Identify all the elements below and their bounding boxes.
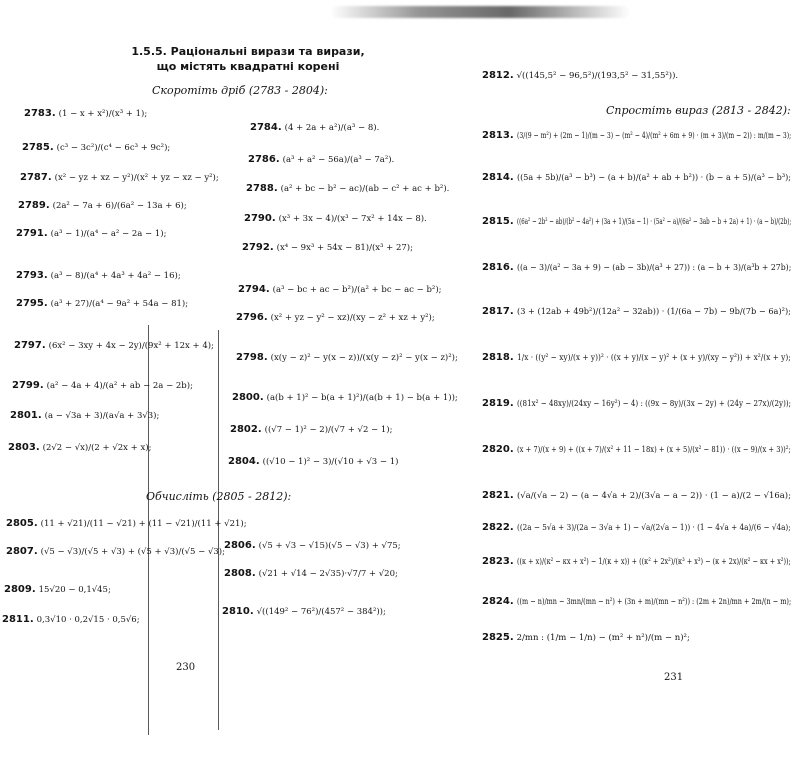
scan-artifact	[330, 6, 630, 18]
exercise-number: 2813.	[482, 130, 514, 141]
exercise-expression: (√5 + √3 − √15)(√5 − √3) + √75;	[258, 540, 401, 551]
exercise-2813	[482, 130, 791, 141]
exercise-number: 2786.	[248, 154, 280, 165]
exercise-2792	[242, 242, 413, 253]
exercise-2824	[482, 596, 791, 607]
exercise-2787	[20, 172, 219, 183]
exercise-expression: (4 + 2a + a²)/(a³ − 8).	[284, 122, 380, 133]
exercise-number: 2805.	[6, 518, 38, 529]
exercise-number: 2804.	[228, 456, 260, 467]
task-simplify-expression: Спростіть вираз (2813 - 2842):	[606, 104, 791, 117]
exercise-expression: (√a/(√a − 2) − (a − 4√a + 2)/(3√a − a − 2)) · (1 − a)/(2 − √16a);	[516, 490, 791, 501]
exercise-2786	[248, 154, 394, 165]
exercise-number: 2814.	[482, 172, 514, 183]
exercise-number: 2795.	[16, 298, 48, 309]
exercise-2784	[250, 122, 379, 133]
exercise-number: 2818.	[482, 352, 514, 363]
exercise-number: 2810.	[222, 606, 254, 617]
exercise-2797	[14, 340, 214, 351]
task-compute: Обчисліть (2805 - 2812):	[146, 490, 292, 503]
exercise-expression: √((149² − 76²)/(457² − 384²));	[256, 606, 386, 617]
exercise-2823	[482, 556, 791, 567]
exercise-2803	[8, 442, 151, 453]
task-simplify-fraction: Скоротіть дріб (2783 - 2804):	[152, 84, 328, 97]
exercise-number: 2824.	[482, 596, 514, 607]
exercise-expression: ((6a² − 2b² − ab)/(b² − 4a²) + (3a + 1)/(5a − 1) · (5a² − a)/(6a² − 3ab − b + 2a) + 1) · (a − b)/(2b);	[516, 216, 791, 227]
exercise-expression: (x² + yz − y² − xz)/(xy − z² + xz + y²);	[270, 312, 435, 323]
exercise-2820	[482, 444, 791, 455]
exercise-2806	[224, 540, 401, 551]
exercise-2816	[482, 262, 791, 273]
exercise-number: 2792.	[242, 242, 274, 253]
exercise-expression: (a² + bc − b² − ac)/(ab − c² + ac + b²).	[280, 183, 450, 194]
exercise-2825	[482, 632, 690, 643]
exercise-number: 2819.	[482, 398, 514, 409]
exercise-expression: ((2a − 5√a + 3)/(2a − 3√a + 1) − √a/(2√a − 1)) · (1 − 4√a + 4a)/(6 − √4a);	[516, 522, 791, 533]
exercise-number: 2807.	[6, 546, 38, 557]
exercise-expression: (a³ − 8)/(a⁴ + 4a³ + 4a² − 16);	[50, 270, 181, 281]
exercise-expression: ((κ + x)/(κ² − κx + x²) − 1/(κ + x)) + ((κ² + 2x²)/(κ³ + x³) − (κ + 2x)/(κ² − κx + x²));	[516, 556, 791, 567]
exercise-2809	[4, 584, 111, 595]
exercise-expression: ((a − 3)/(a² − 3a + 9) − (ab − 3b)/(a³ + 27)) : (a − b + 3)/(a³b + 27b);	[516, 262, 791, 273]
exercise-number: 2801.	[10, 410, 42, 421]
exercise-2817	[482, 306, 791, 317]
exercise-number: 2799.	[12, 380, 44, 391]
exercise-number: 2823.	[482, 556, 514, 567]
exercise-2802	[230, 424, 392, 435]
exercise-number: 2787.	[20, 172, 52, 183]
exercise-2794	[238, 284, 442, 295]
exercise-number: 2798.	[236, 352, 268, 363]
exercise-expression: ((m − n)/mn − 3mn/(mn − n²) + (3n + m)/(mn − n²)) : (2m + 2n)/mn + 2m/(n − m);	[516, 596, 791, 607]
exercise-number: 2796.	[236, 312, 268, 323]
exercise-number: 2788.	[246, 183, 278, 194]
exercise-expression: (x² − yz + xz − y²)/(x² + yz − xz − y²);	[54, 172, 219, 183]
exercise-2821	[482, 490, 791, 501]
fold-line-center	[218, 330, 219, 730]
exercise-expression: (2√2 − √x)/(2 + √2x + x);	[42, 442, 152, 453]
exercise-expression: (a³ + a² − 56a)/(a³ − 7a²).	[282, 154, 395, 165]
exercise-expression: (√5 − √3)/(√5 + √3) + (√5 + √3)/(√5 − √3);	[40, 546, 225, 557]
exercise-2798	[236, 352, 458, 363]
exercise-expression: ((√7 − 1)² − 2)/(√7 + √2 − 1);	[264, 424, 393, 435]
exercise-expression: (a − √3a + 3)/(a√a + 3√3);	[44, 410, 160, 421]
page-number-right: 231	[664, 672, 684, 683]
exercise-number: 2797.	[14, 340, 46, 351]
exercise-2822	[482, 522, 791, 533]
exercise-2789	[18, 200, 187, 211]
exercise-number: 2800.	[232, 392, 264, 403]
exercise-number: 2817.	[482, 306, 514, 317]
exercise-expression: 0,3√10 · 0,2√15 · 0,5√6;	[36, 614, 140, 625]
exercise-expression: (c³ − 3c²)/(c⁴ − 6c³ + 9c²);	[56, 142, 171, 153]
exercise-number: 2811.	[2, 614, 34, 625]
exercise-2795	[16, 298, 188, 309]
exercise-expression: (6x² − 3xy + 4x − 2y)/(9x² + 12x + 4);	[48, 340, 214, 351]
exercise-2793	[16, 270, 181, 281]
exercise-expression: (2a² − 7a + 6)/(6a² − 13a + 6);	[52, 200, 187, 211]
exercise-2788	[246, 183, 449, 194]
exercise-expression: (1 − x + x²)/(x³ + 1);	[58, 108, 148, 119]
exercise-number: 2790.	[244, 213, 276, 224]
exercise-expression: (x⁴ − 9x³ + 54x − 81)/(x³ + 27);	[276, 242, 413, 253]
exercise-number: 2803.	[8, 442, 40, 453]
exercise-number: 2784.	[250, 122, 282, 133]
exercise-2807	[6, 546, 225, 557]
exercise-2785	[22, 142, 170, 153]
exercise-number: 2825.	[482, 632, 514, 643]
exercise-2808	[224, 568, 398, 579]
exercise-number: 2789.	[18, 200, 50, 211]
exercise-expression: 15√20 − 0,1√45;	[38, 584, 111, 595]
exercise-expression: 2/mn : (1/m − 1/n) − (m² + n²)/(m − n)²;	[516, 632, 690, 643]
exercise-number: 2821.	[482, 490, 514, 501]
exercise-number: 2815.	[482, 216, 514, 227]
exercise-2819	[482, 398, 791, 409]
exercise-number: 2820.	[482, 444, 514, 455]
exercise-2805	[6, 518, 247, 529]
page-number-left: 230	[176, 662, 196, 673]
exercise-number: 2793.	[16, 270, 48, 281]
exercise-expression: (a² − 4a + 4)/(a² + ab − 2a − 2b);	[46, 380, 193, 391]
exercise-expression: (3 + (12ab + 49b²)/(12a² − 32ab)) · (1/(6a − 7b) − 9b/(7b − 6a)²);	[516, 306, 791, 317]
exercise-number: 2812.	[482, 70, 514, 81]
exercise-expression: ((81x² − 48xy)/(24xy − 16y²) − 4) : ((9x − 8y)/(3x − 2y) + (24y − 27x)/(2y));	[516, 398, 791, 409]
exercise-number: 2806.	[224, 540, 256, 551]
exercise-2812	[482, 70, 678, 81]
exercise-expression: (a³ + 27)/(a⁴ − 9a² + 54a − 81);	[50, 298, 189, 309]
exercise-number: 2809.	[4, 584, 36, 595]
section-heading	[128, 44, 368, 74]
exercise-2811	[2, 614, 140, 625]
exercise-expression: (a(b + 1)² − b(a + 1)²)/(a(b + 1) − b(a + 1));	[266, 392, 458, 403]
exercise-number: 2791.	[16, 228, 48, 239]
exercise-2804	[228, 456, 398, 467]
section-heading-line1: 1.5.5. Раціональні вирази та вирази,	[131, 45, 365, 58]
exercise-expression: (3/(9 − m²) + (2m − 1)/(m − 3) − (m² − 4)/(m² + 6m + 9) · (m + 3)/(m − 2)) : m/(m − 3);	[516, 130, 791, 141]
exercise-expression: (a³ − bc + ac − b²)/(a² + bc − ac − b²);	[272, 284, 442, 295]
exercise-number: 2808.	[224, 568, 256, 579]
exercise-2790	[244, 213, 427, 224]
exercise-2815	[482, 216, 791, 227]
exercise-2818	[482, 352, 791, 363]
exercise-number: 2802.	[230, 424, 262, 435]
exercise-expression: 1/x · ((y² − xy)/(x + y))² · ((x + y)/(x − y)² + (x + y)/(xy − y²)) + x²/(x + y);	[516, 352, 791, 363]
exercise-2800	[232, 392, 458, 403]
exercise-2801	[10, 410, 159, 421]
exercise-2783	[24, 108, 147, 119]
exercise-2799	[12, 380, 193, 391]
exercise-expression: (11 + √21)/(11 − √21) + (11 − √21)/(11 + √21);	[40, 518, 247, 529]
section-heading-line2: що містять квадратні корені	[156, 60, 340, 73]
exercise-expression: (a³ − 1)/(a⁴ − a² − 2a − 1);	[50, 228, 167, 239]
exercise-2796	[236, 312, 435, 323]
exercise-expression: (x(y − z)² − y(x − z))/(x(y − z)² − y(x − z)²);	[270, 352, 458, 363]
exercise-number: 2785.	[22, 142, 54, 153]
exercise-number: 2794.	[238, 284, 270, 295]
exercise-expression: √((145,5² − 96,5²)/(193,5² − 31,55²)).	[516, 70, 679, 81]
exercise-2791	[16, 228, 166, 239]
exercise-number: 2783.	[24, 108, 56, 119]
exercise-number: 2822.	[482, 522, 514, 533]
exercise-expression: (x³ + 3x − 4)/(x³ − 7x² + 14x − 8).	[278, 213, 427, 224]
exercise-2814	[482, 172, 791, 183]
exercise-expression: ((√10 − 1)² − 3)/(√10 + √3 − 1)	[262, 456, 399, 467]
exercise-number: 2816.	[482, 262, 514, 273]
exercise-expression: (x + 7)/(x + 9) + ((x + 7)/(x² + 11 − 18x) + (x + 5)/(x² − 81)) · ((x − 9)/(x + 3))²;	[516, 444, 791, 455]
exercise-expression: ((5a + 5b)/(a³ − b³) − (a + b)/(a² + ab + b²)) · (b − a + 5)/(a³ − b³);	[516, 172, 791, 183]
exercise-expression: (√21 + √14 − 2√35)·√7/7 + √20;	[258, 568, 398, 579]
exercise-2810	[222, 606, 386, 617]
